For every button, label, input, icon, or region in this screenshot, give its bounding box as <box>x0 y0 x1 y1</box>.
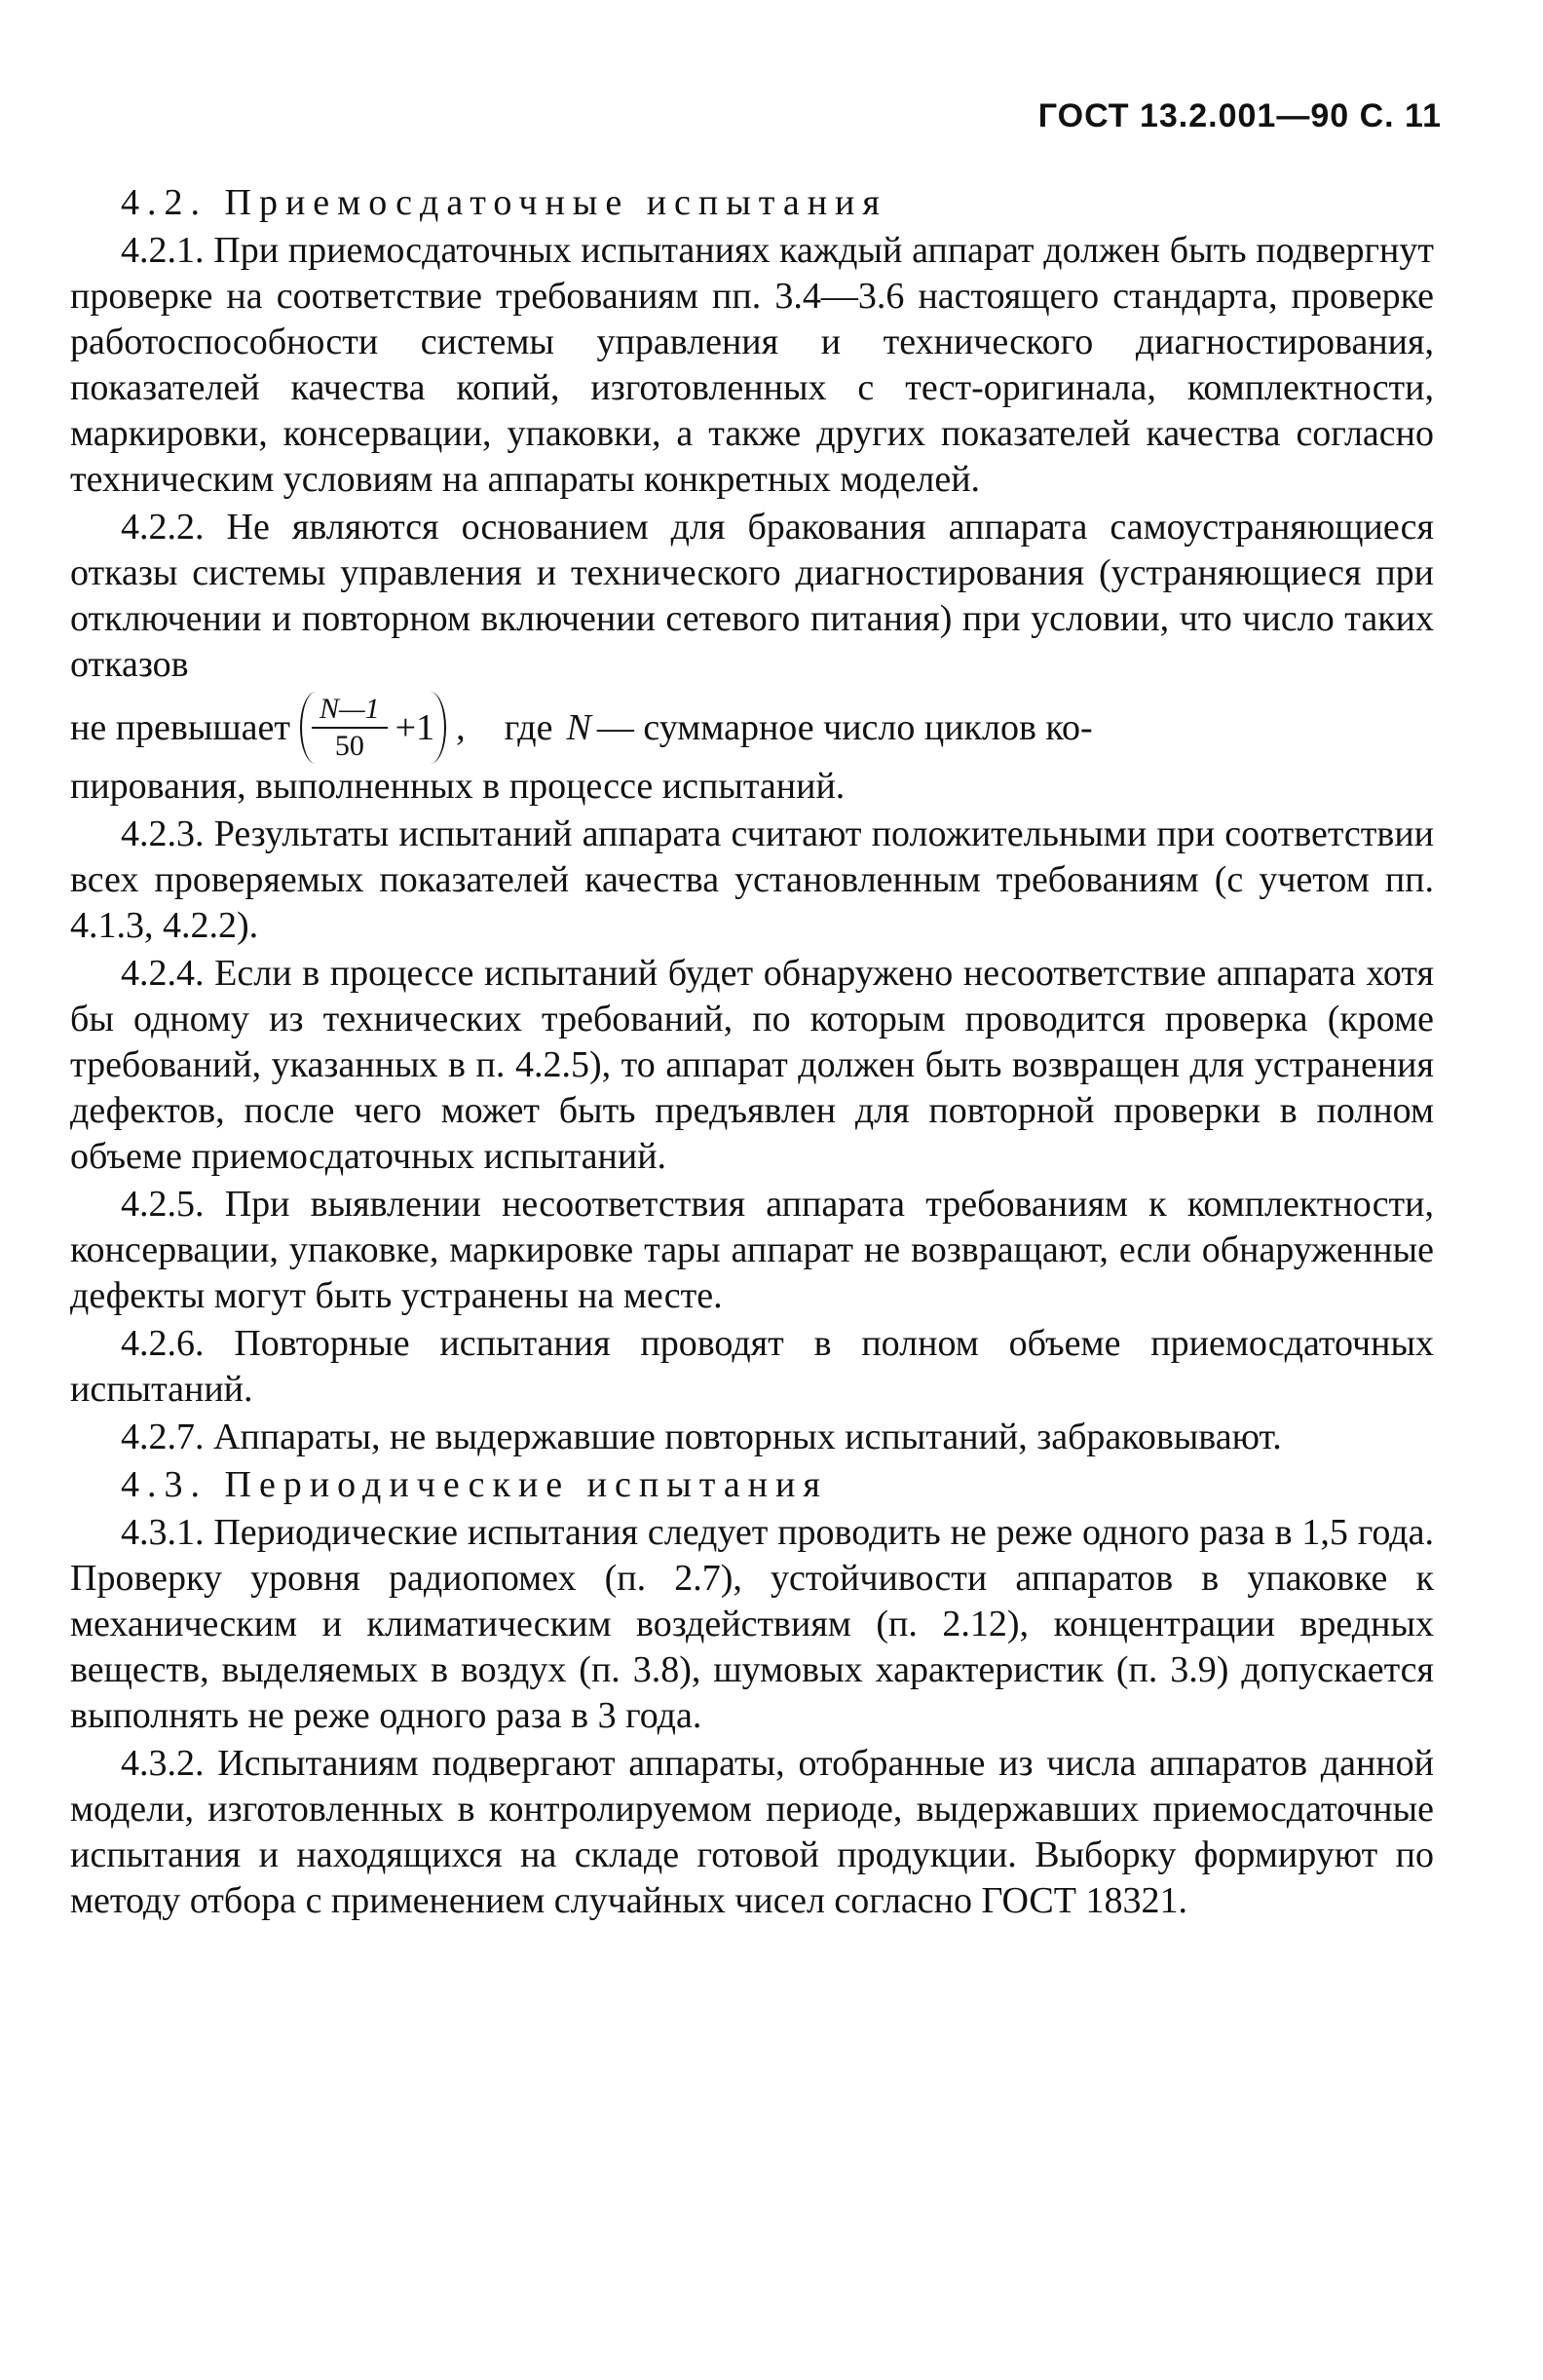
formula-plus-one: +1 <box>395 706 435 748</box>
formula-fraction <box>312 692 388 764</box>
paragraph-4-2-4: 4.2.4. Если в процессе испытаний будет обнаружено несоответствие аппарата хотя бы одному из технических требований, по которым проводится проверка (кроме требований, указанных в п. 4.2.5), то аппарат должен быть возвращен для устранения дефектов, после чего может быть предъявлен для повторной проверки в полном объеме приемосдаточных испытаний. <box>70 953 1434 1177</box>
document-body <box>70 180 1434 1926</box>
formula-line <box>70 692 1434 764</box>
formula-variable: N <box>566 706 591 748</box>
formula-suffix: — суммарное число циклов ко- <box>596 706 1093 748</box>
paragraph-4-2-2: 4.2.2. Не являются основанием для бракования аппарата самоустраняющиеся отказы системы управления и технического диагностирования (устраняющиеся при отключении и повторном включении сетевого питания) при условии, что число таких отказов <box>70 507 1434 685</box>
page-header: ГОСТ 13.2.001—90 С. 11 <box>1037 97 1442 134</box>
formula-parentheses <box>300 692 446 764</box>
formula-prefix: не превышает <box>70 706 290 748</box>
fraction-denominator: 50 <box>334 730 364 762</box>
paragraph-4-3-1: 4.3.1. Периодические испытания следует проводить не реже одного раза в 1,5 года. Проверку уровня радиопомех (п. 2.7), устойчивости аппаратов в упаковке к механическим и климатическим воздействиям (п. 2.12), концентрации вредных веществ, выделяемых в воздух (п. 3.8), шумовых характеристик (п. 3.9) допускается выполнять не реже одного раза в 3 года. <box>70 1512 1434 1736</box>
paragraph-4-2-2-end: пирования, выполненных в процессе испытаний. <box>70 766 846 807</box>
paragraph-4-2-7: 4.2.7. Аппараты, не выдержавшие повторных испытаний, забраковывают. <box>121 1417 1282 1457</box>
fraction-numerator: N—1 <box>312 692 388 729</box>
paragraph-4-2-5: 4.2.5. При выявлении несоответствия аппарата требованиям к комплектности, консервации, упаковке, маркировке тары аппарат не возвращают, если обнаруженные дефекты могут быть устранены на месте. <box>70 1184 1434 1316</box>
paragraph-4-2-6: 4.2.6. Повторные испытания проводят в полном объеме приемосдаточных испытаний. <box>70 1323 1434 1410</box>
section-heading-4-2: 4.2. Приемосдаточные испытания <box>121 182 887 223</box>
paragraph-4-2-1: 4.2.1. При приемосдаточных испытаниях каждый аппарат должен быть подвергнут проверке на соответствие требованиям пп. 3.4—3.6 настоящего стандарта, проверке работоспособности системы управления и технического диагностирования, показателей качества копий, изготовленных с тест-оригинала, комплектности, маркировки, консервации, упаковки, а также других показателей качества согласно техническим условиям на аппараты конкретных моделей. <box>70 230 1434 500</box>
formula-comma: , <box>456 706 466 748</box>
section-heading-4-3: 4.3. Периодические испытания <box>121 1464 828 1505</box>
formula-where: где <box>504 706 553 748</box>
paragraph-4-2-3: 4.2.3. Результаты испытаний аппарата считают положительными при соответствии всех проверяемых показателей качества установленным требованиям (с учетом пп. 4.1.3, 4.2.2). <box>70 813 1434 946</box>
paragraph-4-3-2: 4.3.2. Испытаниям подвергают аппараты, отобранные из числа аппаратов данной модели, изготовленных в контролируемом периоде, выдержавших приемосдаточные испытания и находящихся на складе готовой продукции. Выборку формируют по методу отбора с применением случайных чисел согласно ГОСТ 18321. <box>70 1743 1434 1921</box>
